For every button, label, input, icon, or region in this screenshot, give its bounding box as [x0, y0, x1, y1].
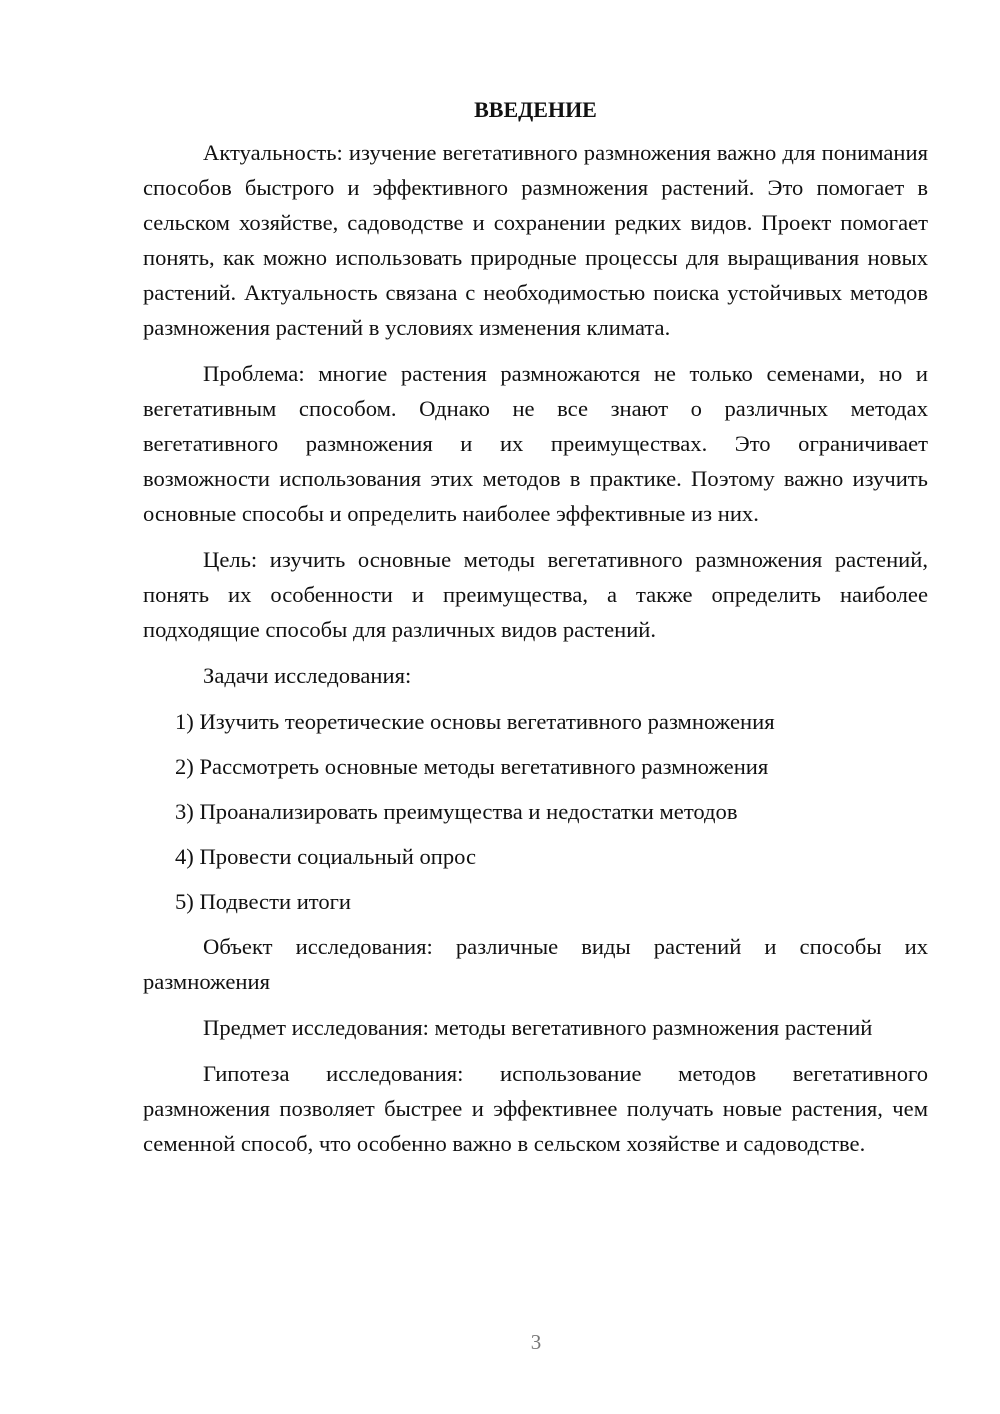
paragraph-problem: Проблема: многие растения размножаются не только семенами, но и вегетативным способом. Однако не все знают о различных методах вегетативного размножения и их преимуществах. Это ограничивает возможности использования этих методов в практике. Поэтому важно изучить основные способы и определить наиболее эффективные из них. [143, 361, 928, 526]
task-item-4: 4) Провести социальный опрос [175, 844, 477, 869]
paragraph-object: Объект исследования: различные виды растений и способы их размножения [143, 934, 928, 994]
paragraph-hypothesis: Гипотеза исследования: использование методов вегетативного размножения позволяет быстрее и эффективнее получать новые растения, чем семенной способ, что особенно важно в сельском хозяйстве и садоводстве. [143, 1061, 928, 1156]
task-item-3: 3) Проанализировать преимущества и недостатки методов [175, 799, 738, 824]
task-item-1: 1) Изучить теоретические основы вегетативного размножения [175, 709, 775, 734]
page-number: 3 [530, 1330, 542, 1354]
paragraph-subject: Предмет исследования: методы вегетативного размножения растений [203, 1015, 873, 1040]
section-title: ВВЕДЕНИЕ [474, 97, 597, 122]
paragraph-goal: Цель: изучить основные методы вегетативного размножения растений, понять их особенности и преимущества, а также определить наиболее подходящие способы для различных видов растений. [143, 547, 928, 642]
task-item-2: 2) Рассмотреть основные методы вегетативного размножения [175, 754, 769, 779]
page-content [143, 92, 928, 1172]
tasks-heading: Задачи исследования: [203, 663, 412, 688]
paragraph-relevance: Актуальность: изучение вегетативного размножения важно для понимания способов быстрого и эффективного размножения растений. Это помогает в сельском хозяйстве, садоводстве и сохранении редких видов. Проект помогает понять, как можно использовать природные процессы для выращивания новых растений. Актуальность связана с необходимостью поиска устойчивых методов размножения растений в условиях изменения климата. [143, 140, 928, 340]
task-item-5: 5) Подвести итоги [175, 889, 352, 914]
